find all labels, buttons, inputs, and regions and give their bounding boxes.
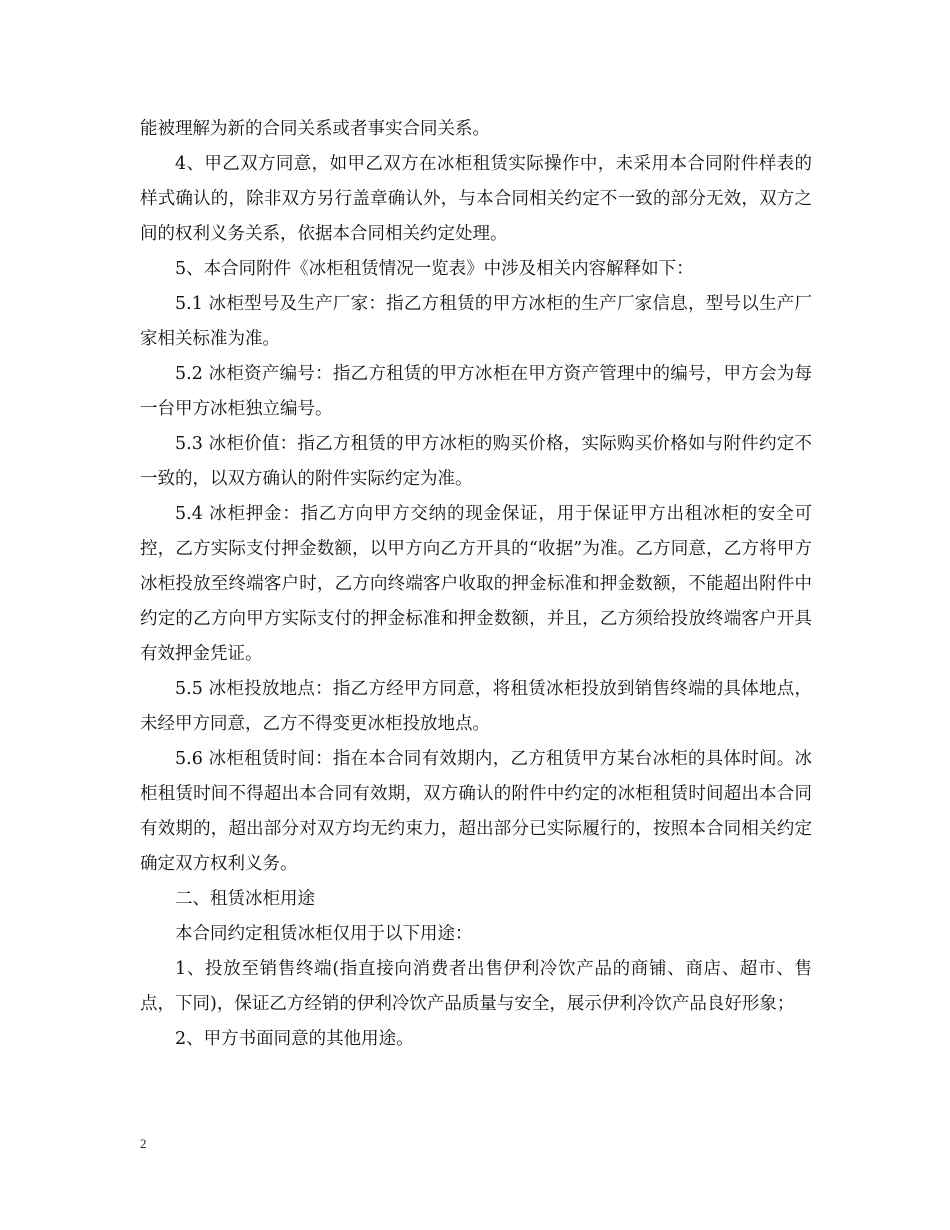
paragraph: 能被理解为新的合同关系或者事实合同关系。 [140,119,490,139]
paragraph: 5.3 冰柜价值：指乙方租赁的甲方冰柜的购买价格，实际购买价格如与附件约定不一致的，以双方确认的附件实际约定为准。 [140,434,812,489]
paragraph: 5.6 冰柜租赁时间：指在本合同有效期内，乙方租赁甲方某台冰柜的具体时间。冰柜租赁时间不得超出本合同有效期，双方确认的附件中约定的冰柜租赁时间超出本合同有效期的，超出部分对双方均无约束力，超出部分已实际履行的，按照本合同相关约定确定双方权利义务。 [140,749,812,874]
paragraph: 5.2 冰柜资产编号：指乙方租赁的甲方冰柜在甲方资产管理中的编号，甲方会为每一台甲方冰柜独立编号。 [140,364,812,419]
paragraph: 5.4 冰柜押金：指乙方向甲方交纳的现金保证，用于保证甲方出租冰柜的安全可控，乙方实际支付押金数额，以甲方向乙方开具的“收据”为准。乙方同意，乙方将甲方冰柜投放至终端客户时，乙方向终端客户收取的押金标准和押金数额，不能超出附件中约定的乙方向甲方实际支付的押金标准和押金数额，并且，乙方须给投放终端客户开具有效押金凭证。 [140,504,812,664]
paragraph: 1、投放至销售终端(指直接向消费者出售伊利冷饮产品的商铺、商店、超市、售点，下同)，保证乙方经销的伊利冷饮产品质量与安全，展示伊利冷饮产品良好形象； [140,959,812,1014]
document-body [140,112,812,1057]
section-heading: 二、租赁冰柜用途 [175,889,315,909]
paragraph: 本合同约定租赁冰柜仅用于以下用途： [175,924,473,944]
paragraph: 2、甲方书面同意的其他用途。 [175,1029,414,1049]
paragraph: 5、本合同附件《冰柜租赁情况一览表》中涉及相关内容解释如下： [175,259,694,279]
paragraph: 5.5 冰柜投放地点：指乙方经甲方同意，将租赁冰柜投放到销售终端的具体地点，未经甲方同意，乙方不得变更冰柜投放地点。 [140,679,812,734]
paragraph: 5.1 冰柜型号及生产厂家：指乙方租赁的甲方冰柜的生产厂家信息，型号以生产厂家相关标准为准。 [140,294,812,349]
paragraph: 4、甲乙双方同意，如甲乙双方在冰柜租赁实际操作中，未采用本合同附件样表的样式确认的，除非双方另行盖章确认外，与本合同相关约定不一致的部分无效，双方之间的权利义务关系，依据本合同相关约定处理。 [140,154,812,244]
page-number: 2 [140,1136,147,1151]
